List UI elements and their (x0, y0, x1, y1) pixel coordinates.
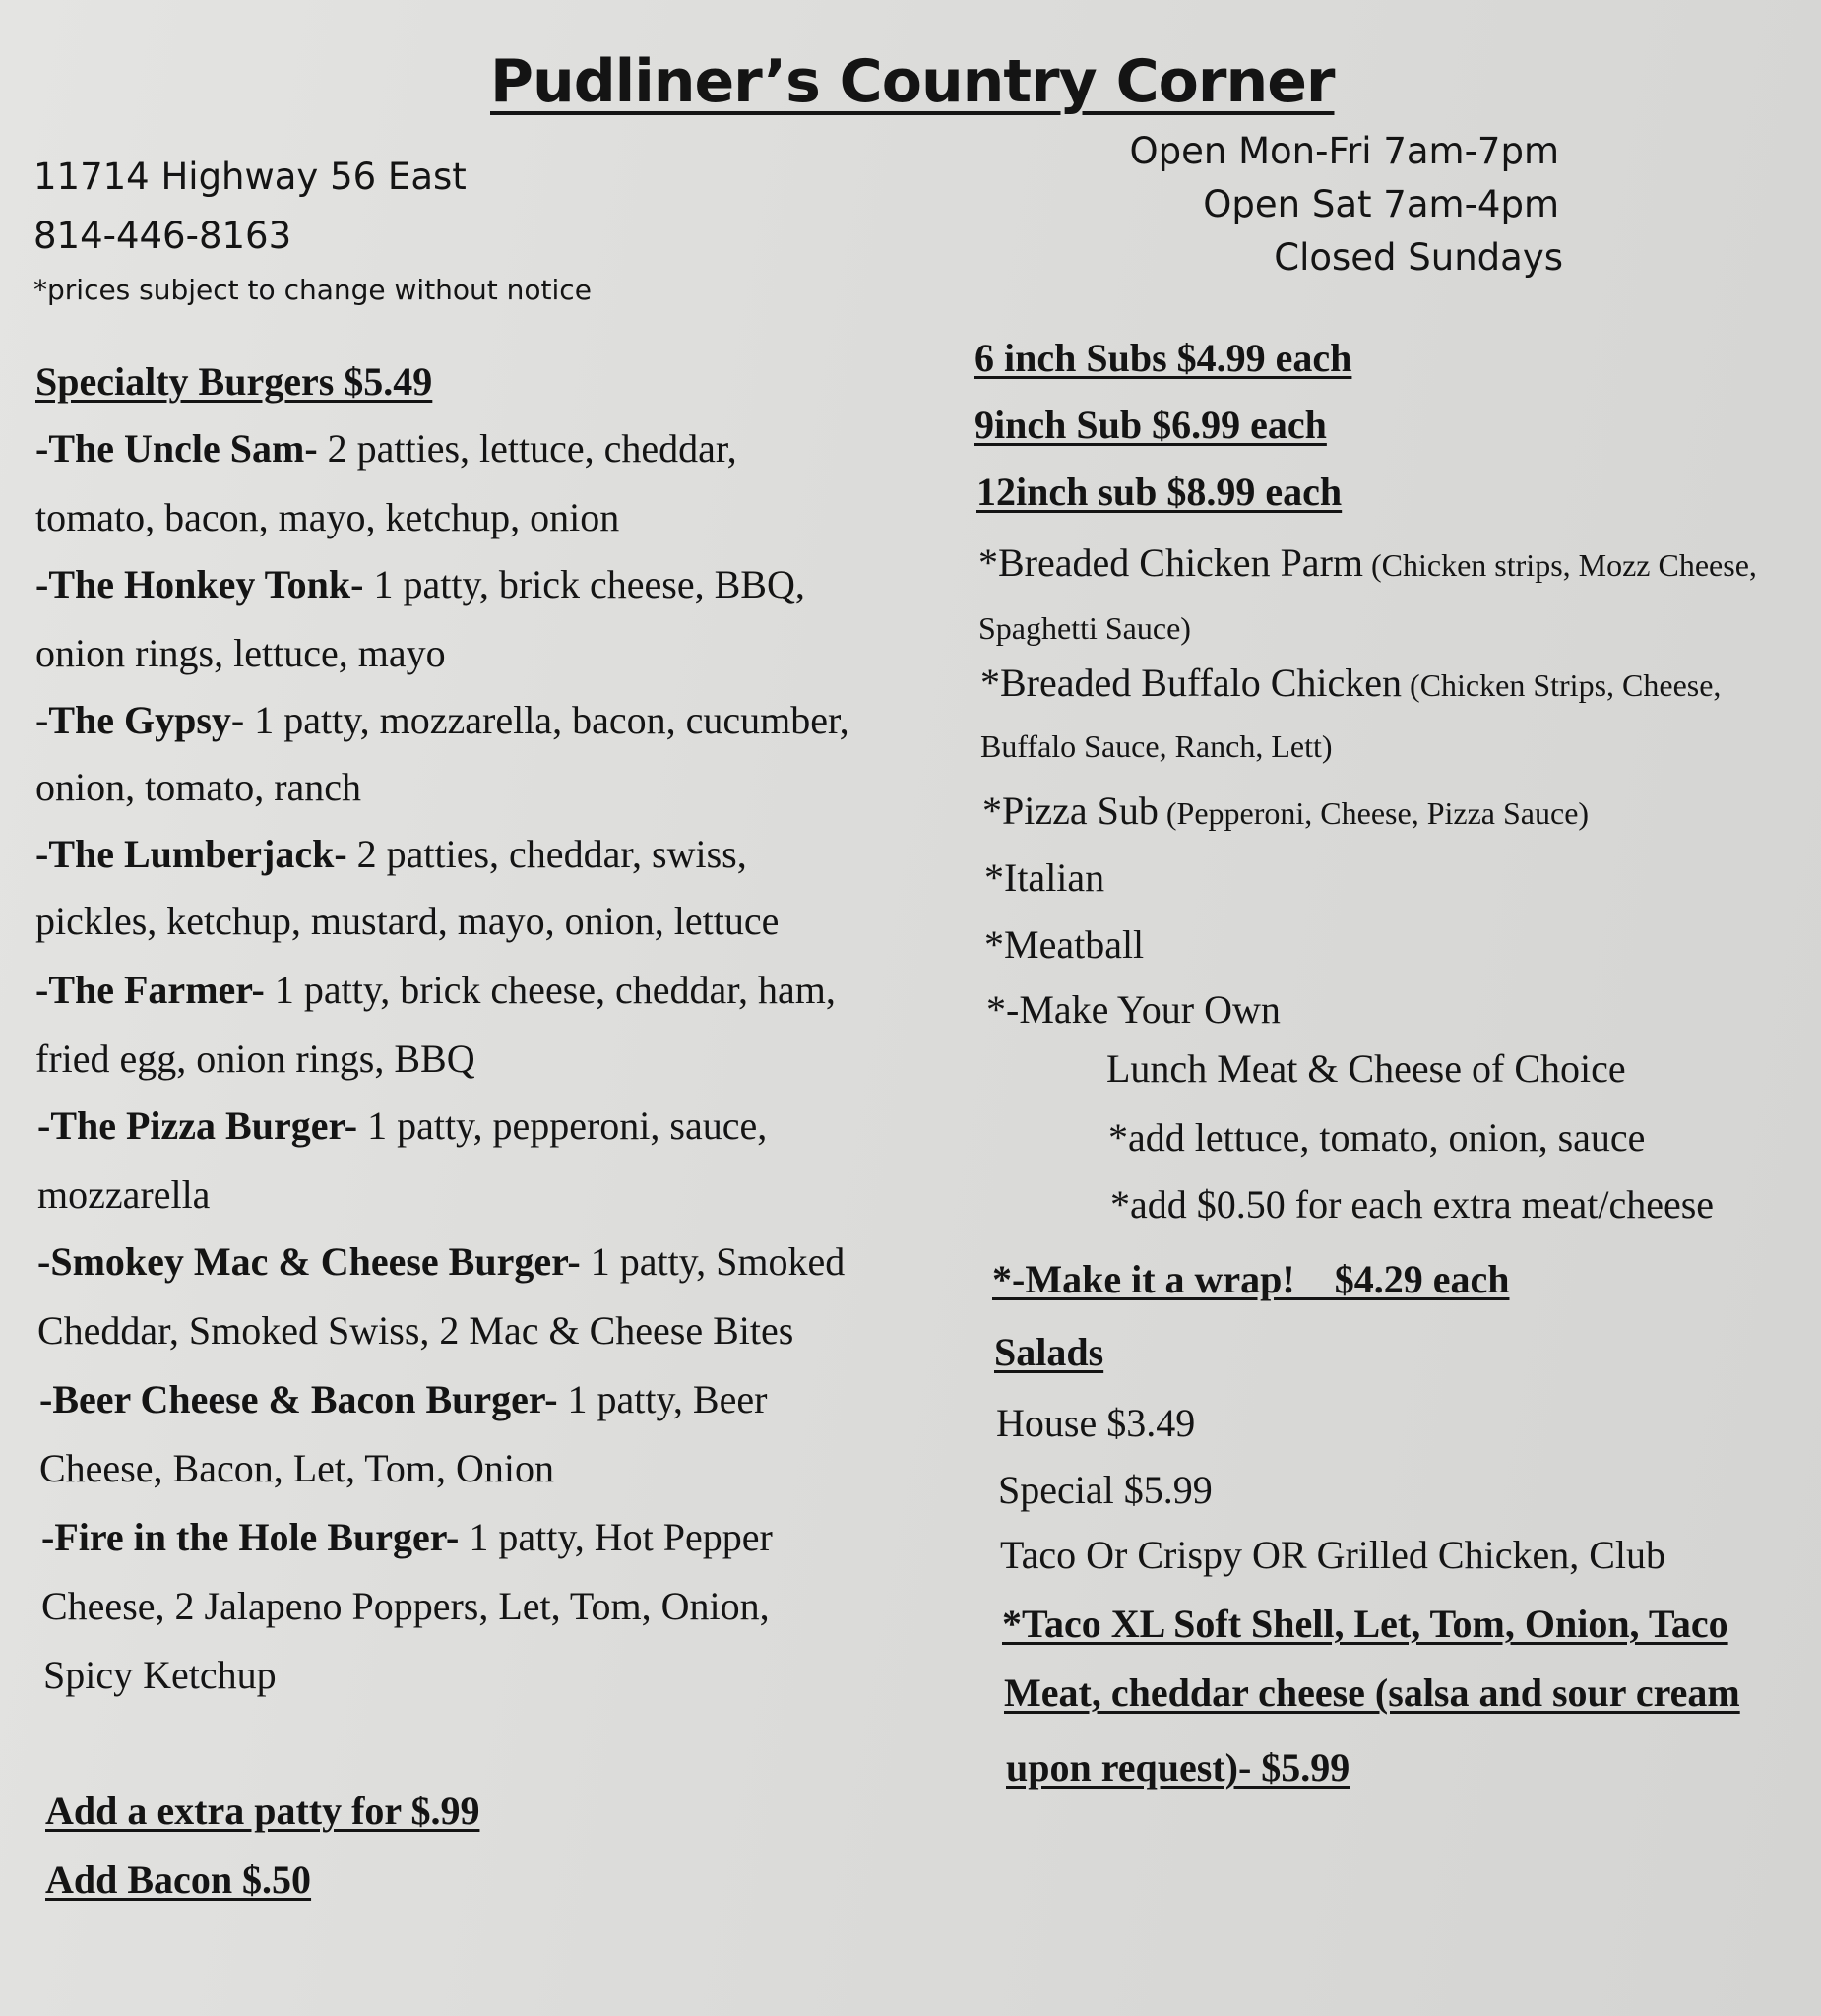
burger-desc: 1 patty, pepperoni, sauce, (357, 1103, 768, 1148)
make-own-line: *add $0.50 for each extra meat/cheese (1110, 1182, 1715, 1227)
make-own-line: Lunch Meat & Cheese of Choice (1106, 1046, 1626, 1091)
make-own-line: *add lettuce, tomato, onion, sauce (1108, 1115, 1646, 1160)
burger-item (35, 562, 805, 606)
salad-house: House $3.49 (996, 1401, 1196, 1445)
taco-salad-line: upon request)- $5.99 (1006, 1745, 1350, 1790)
burger-desc-line: fried egg, onion rings, BBQ (35, 1037, 475, 1081)
extra-patty-note: Add a extra patty for $.99 (45, 1789, 480, 1833)
sub-detail: (Chicken strips, Mozz Cheese, (1363, 547, 1757, 583)
burger-item (37, 1239, 846, 1284)
burger-desc-line: Cheddar, Smoked Swiss, 2 Mac & Cheese Bites (37, 1308, 794, 1353)
burger-name: -The Honkey Tonk- (35, 562, 364, 606)
sub-item-meatball: *Meatball (984, 922, 1145, 967)
burger-desc: 1 patty, Smoked (580, 1239, 846, 1284)
salad-options: Taco Or Crispy OR Grilled Chicken, Club (1000, 1533, 1665, 1577)
burger-name: -The Pizza Burger- (37, 1103, 358, 1148)
salads-heading: Salads (994, 1330, 1104, 1374)
page-title: Pudliner’s Country Corner (490, 47, 1335, 116)
burger-desc-line: Spicy Ketchup (43, 1653, 277, 1697)
burger-item (39, 1377, 768, 1421)
taco-salad-line: Meat, cheddar cheese (salsa and sour cream (1004, 1670, 1740, 1715)
burger-desc-line: pickles, ketchup, mustard, mayo, onion, lettuce (35, 899, 780, 943)
sub-detail-line: Spaghetti Sauce) (978, 610, 1191, 646)
hours-sunday: Closed Sundays (1274, 236, 1563, 279)
burger-name: -Fire in the Hole Burger- (41, 1515, 460, 1559)
taco-salad-line: *Taco XL Soft Shell, Let, Tom, Onion, Taco (1002, 1602, 1728, 1646)
sub-name: *Pizza Sub (982, 788, 1159, 833)
address: 11714 Highway 56 East (33, 156, 467, 198)
burger-desc: 1 patty, brick cheese, cheddar, ham, (264, 968, 836, 1012)
burger-name: -Beer Cheese & Bacon Burger- (39, 1377, 558, 1421)
sub-detail: (Chicken Strips, Cheese, (1402, 667, 1722, 703)
hours-weekday: Open Mon-Fri 7am-7pm (1129, 130, 1559, 172)
hours-saturday: Open Sat 7am-4pm (1203, 183, 1559, 225)
twelve-inch-sub-price: 12inch sub $8.99 each (976, 470, 1343, 514)
burger-item (37, 1103, 768, 1148)
burger-desc: 1 patty, Beer (557, 1377, 768, 1421)
sub-item-italian: *Italian (984, 855, 1105, 900)
burger-name: -The Farmer- (35, 968, 265, 1012)
phone-number: 814-446-8163 (33, 215, 292, 257)
burger-desc: 1 patty, mozzarella, bacon, cucumber, (244, 698, 849, 742)
sub-detail: (Pepperoni, Cheese, Pizza Sauce) (1158, 795, 1590, 831)
sub-item (978, 540, 1757, 585)
burger-desc: 1 patty, Hot Pepper (459, 1515, 773, 1559)
burger-item (35, 968, 836, 1012)
wrap-price: *-Make it a wrap! $4.29 each (992, 1257, 1510, 1301)
nine-inch-sub-price: 9inch Sub $6.99 each (974, 403, 1327, 447)
six-inch-subs-price: 6 inch Subs $4.99 each (974, 336, 1352, 380)
burger-item (35, 698, 849, 742)
burger-desc-line: Cheese, 2 Jalapeno Poppers, Let, Tom, Onion, (41, 1584, 770, 1628)
sub-detail-line: Buffalo Sauce, Ranch, Lett) (980, 728, 1333, 764)
burger-desc: 2 patties, cheddar, swiss, (346, 832, 747, 876)
sub-name: *Breaded Buffalo Chicken (980, 661, 1403, 705)
price-notice: *prices subject to change without notice (33, 274, 592, 306)
burger-name: -Smokey Mac & Cheese Burger- (37, 1239, 581, 1284)
burger-desc: 1 patty, brick cheese, BBQ, (363, 562, 805, 606)
sub-name: *Breaded Chicken Parm (978, 540, 1363, 585)
burger-name: -The Uncle Sam- (35, 426, 318, 471)
sub-item (982, 788, 1590, 833)
burger-item (35, 832, 747, 876)
burger-desc-line: mozzarella (37, 1172, 211, 1217)
burger-desc-line: onion, tomato, ranch (35, 765, 362, 809)
burger-name: -The Gypsy- (35, 698, 245, 742)
burger-item (41, 1515, 773, 1559)
sub-item (980, 663, 1721, 703)
burger-name: -The Lumberjack- (35, 832, 347, 876)
sub-item-make-your-own: *-Make Your Own (986, 987, 1281, 1032)
add-bacon-note: Add Bacon $.50 (45, 1858, 312, 1902)
burger-desc: 2 patties, lettuce, cheddar, (317, 426, 737, 471)
burger-desc-line: onion rings, lettuce, mayo (35, 631, 446, 675)
burger-desc-line: Cheese, Bacon, Let, Tom, Onion (39, 1446, 555, 1490)
burger-desc-line: tomato, bacon, mayo, ketchup, onion (35, 495, 620, 539)
salad-special: Special $5.99 (998, 1468, 1213, 1512)
burgers-heading: Specialty Burgers $5.49 (35, 359, 433, 404)
burger-item (35, 426, 737, 471)
